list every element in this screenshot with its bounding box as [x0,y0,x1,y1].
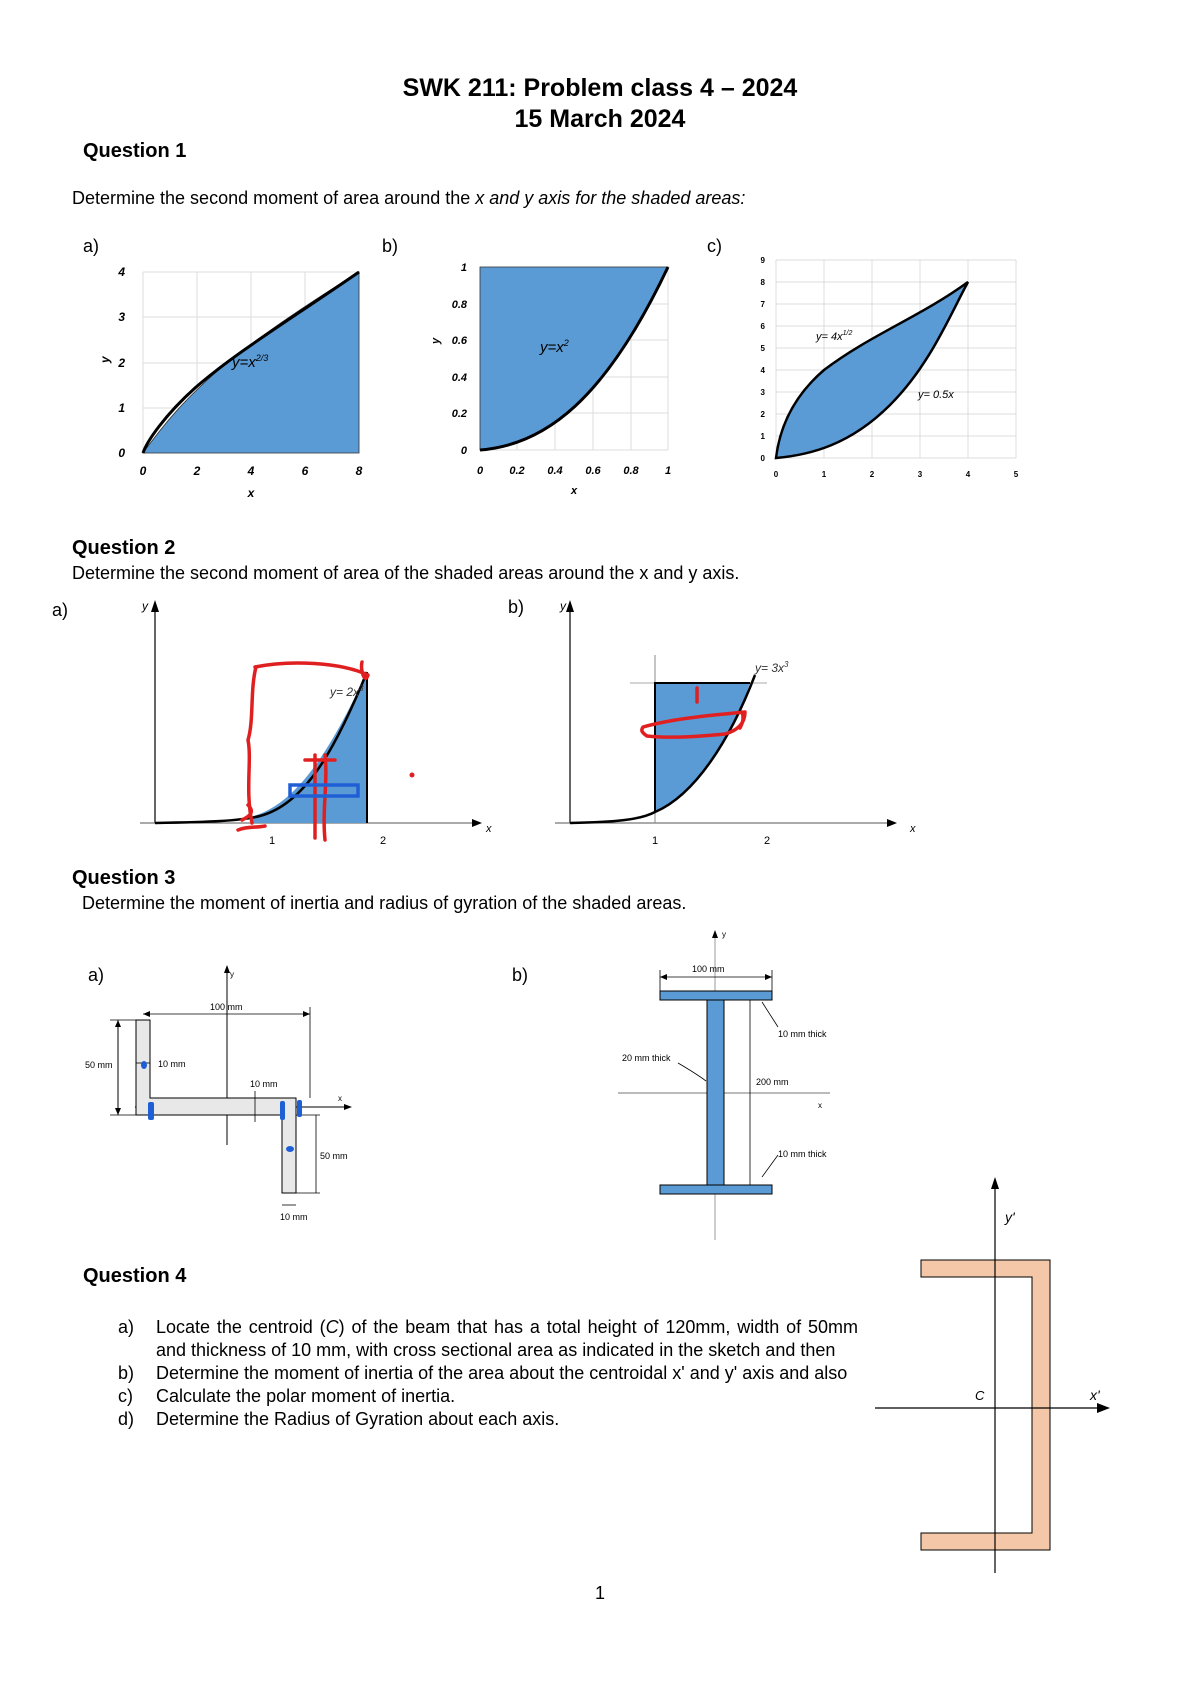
svg-text:50 mm: 50 mm [320,1151,348,1161]
svg-text:0.2: 0.2 [451,408,467,420]
svg-text:0.2: 0.2 [509,465,525,477]
svg-text:x: x [486,823,492,835]
svg-text:8: 8 [760,278,765,287]
q1-graph-b [425,250,695,500]
q4-heading: Question 4 [83,1265,187,1287]
svg-text:3: 3 [917,470,923,479]
q3-part-a-label: a) [88,965,105,985]
q2-prompt: Determine the second moment of area of the shaded areas around the x and y axis. [72,563,740,583]
q1-graph-c [750,255,1025,490]
q4-item-a: a) Locate the centroid (C) of the beam that has a total height of 120mm, width of 50mm and thickness of 10 mm, with cross sectional area as indicated in the sketch and then [118,1317,858,1360]
q2-part-b-label: b) [508,597,525,617]
q3-prompt: Determine the moment of inertia and radius of gyration of the shaded areas. [82,893,687,913]
q2-heading: Question 2 [72,537,176,559]
q1b-shaded-region [480,267,668,450]
svg-text:2: 2 [763,835,771,847]
svg-text:200 mm: 200 mm [756,1077,789,1087]
svg-text:0.4: 0.4 [451,372,467,384]
q1-heading: Question 1 [83,140,187,162]
svg-text:3: 3 [760,388,765,397]
svg-text:y= 3x3: $y= 3x^3$ [755,660,789,675]
q2-part-a-label: a) [52,600,69,620]
svg-text:4: 4 [247,464,255,478]
q1-part-c-label: c) [707,236,722,256]
svg-text:4: 4 [965,470,971,479]
q1a-curve-label: $y=x^{2/3}$ [232,353,269,371]
q4-item-c: c) Calculate the polar moment of inertia. [118,1386,456,1406]
svg-text:x: x [247,486,255,500]
svg-text:8: 8 [355,464,363,478]
q1-part-b-label: b) [382,236,399,256]
svg-text:0: 0 [773,470,779,479]
q3-figure-b [600,925,910,1245]
svg-text:20 mm thick: 20 mm thick [622,1053,671,1063]
svg-text:3: 3 [118,310,125,324]
svg-text:0.6: 0.6 [585,465,601,477]
svg-text:2: 2 [379,835,387,847]
svg-text:x': x' [1090,1387,1100,1403]
page-title: SWK 211: Problem class 4 – 2024 [402,74,798,102]
svg-text:10 mm: 10 mm [250,1079,278,1089]
svg-text:10 mm thick: 10 mm thick [778,1149,827,1159]
svg-text:9: 9 [760,256,765,265]
svg-text:5: 5 [1013,470,1019,479]
svg-text:0: 0 [460,445,467,457]
z-section [136,1020,296,1193]
svg-text:y: y [98,356,112,363]
svg-text:1: 1 [460,262,467,274]
page-number: 1 [594,1583,605,1603]
svg-text:y: y [430,337,442,344]
svg-text:x: x [338,1094,342,1103]
q1-graph-a [95,245,385,505]
svg-text:x: x [818,1101,822,1110]
q1c-curve1-label: $y= 4x^{1/2}$ [816,330,853,343]
q1b-curve-label: $y=x^2$ [540,338,569,356]
svg-text:y: y [722,930,726,939]
svg-text:10 mm: 10 mm [280,1212,308,1222]
svg-text:1: 1 [651,835,659,847]
svg-text:0: 0 [476,465,484,477]
svg-text:100 mm: 100 mm [210,1002,243,1012]
q4-item-d: d) Determine the Radius of Gyration about each axis. [118,1409,560,1429]
q1-part-a-label: a) [83,236,100,256]
svg-text:100 mm: 100 mm [692,964,725,974]
q2b-shaded-region [655,683,750,812]
svg-text:6: 6 [301,464,309,478]
q3-figure-a [80,965,380,1235]
svg-text:6: 6 [760,322,765,331]
svg-text:0: 0 [760,454,765,463]
svg-text:5: 5 [760,344,765,353]
q2-figure-b [545,590,925,850]
svg-text:C: C [975,1388,985,1403]
channel-section [921,1260,1050,1550]
svg-text:0.8: 0.8 [623,465,639,477]
svg-text:y: y [142,599,148,613]
q3-heading: Question 3 [72,867,176,889]
svg-text:y: y [560,599,566,613]
svg-text:0: 0 [118,446,125,460]
q1c-curve2-label: y= 0.5x [918,389,954,401]
svg-text:4: 4 [760,366,765,375]
svg-text:1: 1 [118,401,125,415]
svg-text:x: x [910,823,916,835]
svg-text:10 mm: 10 mm [158,1059,186,1069]
svg-text:y= 2x3: $y= 2x^3$ [330,684,364,699]
svg-text:7: 7 [760,300,765,309]
q1-prompt: Determine the second moment of area around the x and y axis for the shaded areas: [72,188,746,208]
svg-text:2: 2 [869,470,875,479]
svg-text:2: 2 [760,410,765,419]
svg-text:1: 1 [760,432,765,441]
svg-text:4: 4 [118,265,125,279]
q4-item-b: b) Determine the moment of inertia of the area about the centroidal x' and y' axis and also [118,1363,848,1383]
svg-text:2: 2 [193,464,201,478]
svg-text:0.6: 0.6 [451,335,467,347]
svg-text:0.8: 0.8 [451,299,467,311]
svg-text:0.4: 0.4 [547,465,563,477]
svg-text:y: y [230,970,234,979]
svg-text:1: 1 [821,470,827,479]
svg-text:0: 0 [139,464,147,478]
svg-text:2: 2 [118,356,125,370]
svg-text:1: 1 [268,835,276,847]
page-date: 15 March 2024 [514,105,686,133]
svg-text:y': y' [1005,1209,1015,1225]
svg-text:50 mm: 50 mm [85,1060,113,1070]
svg-text:1: 1 [664,465,672,477]
q4-list [118,1316,858,1431]
svg-text:10 mm thick: 10 mm thick [778,1029,827,1039]
q4-channel-figure [865,1175,1115,1585]
q3-part-b-label: b) [512,965,529,985]
q2-figure-a [130,590,510,850]
svg-text:x: x [570,485,578,497]
